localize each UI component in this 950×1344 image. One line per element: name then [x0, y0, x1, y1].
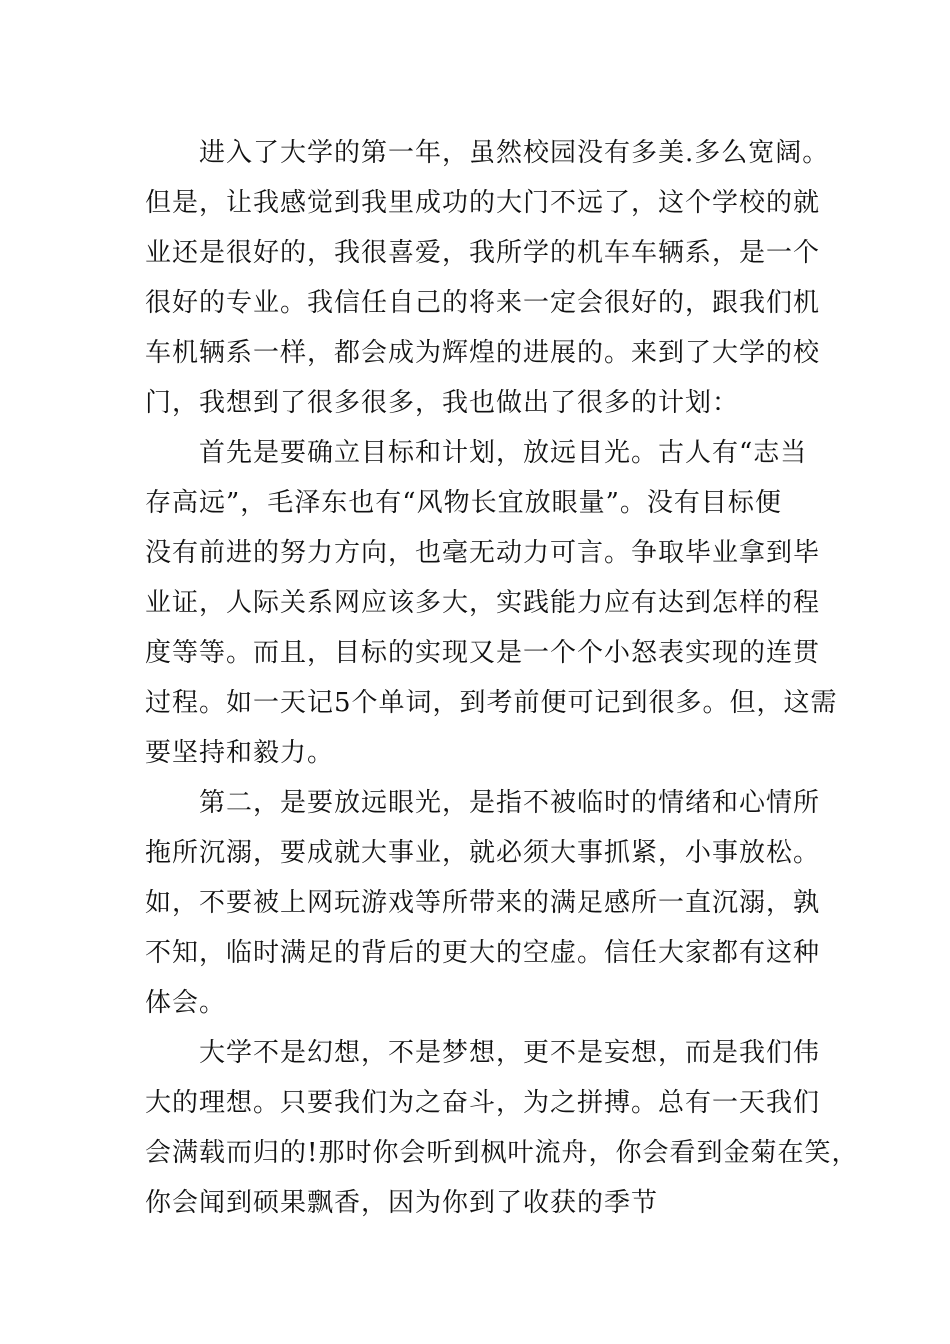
paragraph-line: 进入了大学的第一年，虽然校园没有多美.多么宽阔。	[199, 138, 830, 168]
paragraph-line: 拖所沉溺，要成就大事业，就必须大事抓紧，小事放松。	[145, 838, 821, 868]
paragraph-line: 业还是很好的，我很喜爱，我所学的机车车辆系，是一个	[145, 238, 821, 268]
paragraph-line: 大的理想。只要我们为之奋斗，为之拼搏。总有一天我们	[145, 1088, 821, 1118]
paragraph-line: 门，我想到了很多很多，我也做出了很多的计划：	[145, 388, 740, 418]
paragraph-line: 存高远”，毛泽东也有“风物长宜放眼量”。没有目标便	[145, 488, 782, 518]
paragraph-1	[145, 128, 830, 428]
paragraph-line: 业证，人际关系网应该多大，实践能力应有达到怎样的程	[145, 588, 821, 618]
paragraph-line: 会满载而归的!那时你会听到枫叶流舟，你会看到金菊在笑，	[145, 1138, 859, 1168]
paragraph-line: 体会。	[145, 988, 227, 1018]
paragraph-line: 大学不是幻想，不是梦想，更不是妄想，而是我们伟	[199, 1038, 821, 1068]
paragraph-line: 首先是要确立目标和计划，放远目光。古人有“志当	[199, 438, 808, 468]
document-body	[145, 128, 859, 1228]
paragraph-line: 没有前进的努力方向，也毫无动力可言。争取毕业拿到毕	[145, 538, 821, 568]
paragraph-line: 很好的专业。我信任自己的将来一定会很好的，跟我们机	[145, 288, 821, 318]
paragraph-line: 如，不要被上网玩游戏等所带来的满足感所一直沉溺，孰	[145, 888, 821, 918]
paragraph-4	[145, 1028, 859, 1228]
paragraph-line: 车机辆系一样，都会成为辉煌的进展的。来到了大学的校	[145, 338, 821, 368]
paragraph-3	[145, 778, 821, 1028]
paragraph-2	[145, 428, 838, 778]
paragraph-line: 第二，是要放远眼光，是指不被临时的情绪和心情所	[199, 788, 821, 818]
paragraph-line: 过程。如一天记5个单词，到考前便可记到很多。但，这需	[145, 688, 838, 718]
paragraph-line: 要坚持和毅力。	[145, 738, 335, 768]
paragraph-line: 度等等。而且，目标的实现又是一个个小怒表实现的连贯	[145, 638, 821, 668]
paragraph-line: 你会闻到硕果飘香，因为你到了收获的季节	[145, 1188, 659, 1218]
paragraph-line: 但是，让我感觉到我里成功的大门不远了，这个学校的就	[145, 188, 821, 218]
paragraph-line: 不知，临时满足的背后的更大的空虚。信任大家都有这种	[145, 938, 821, 968]
